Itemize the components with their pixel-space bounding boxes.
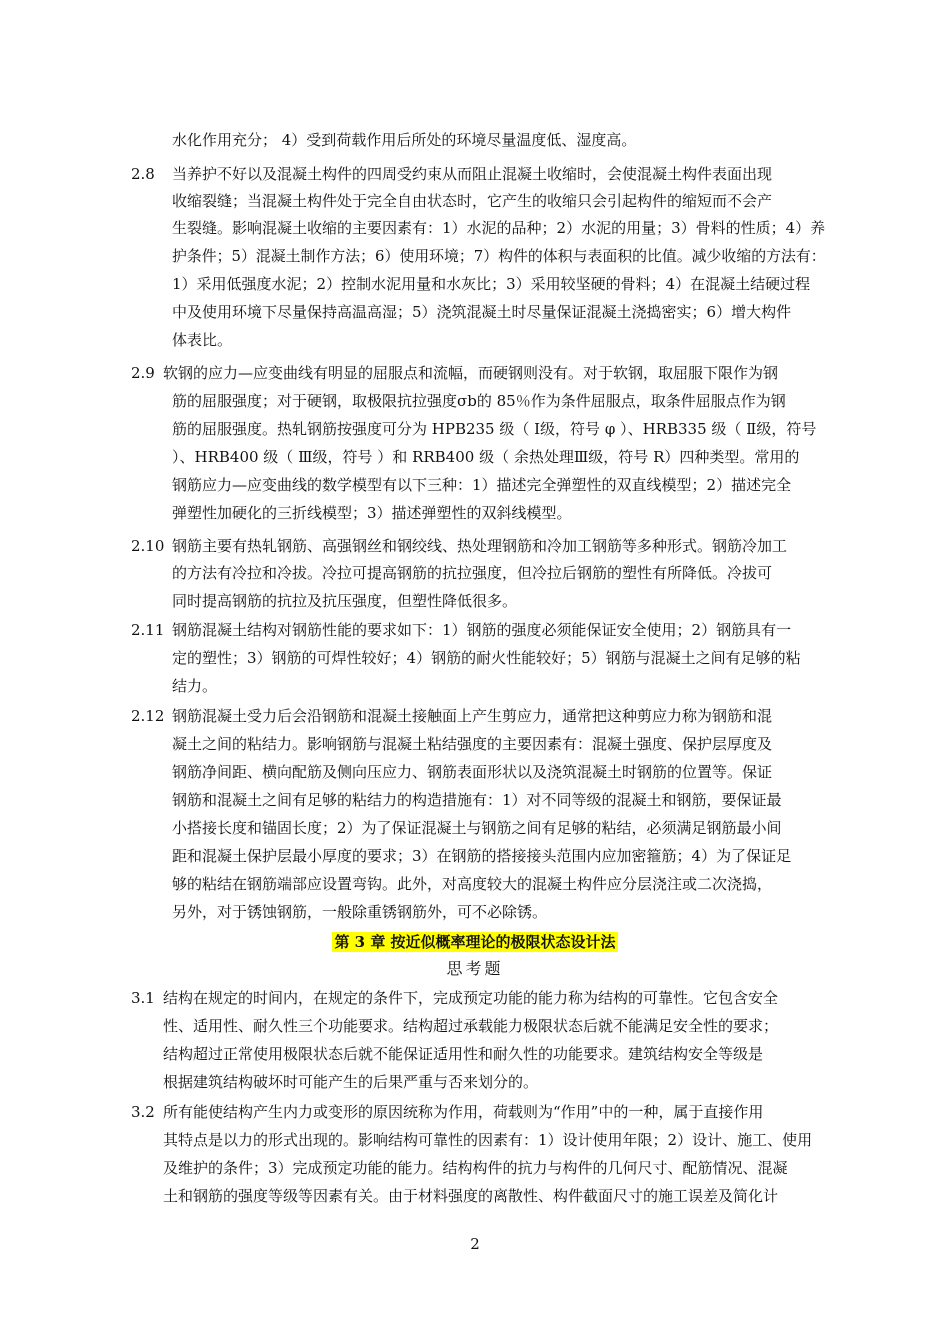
paragraph-line: 1）采用低强度水泥；2）控制水泥用量和水灰比；3）采用较坚硬的骨料；4）在混凝土结硬过程: [172, 275, 811, 293]
paragraph-line: 筋的屈服强度。热轧钢筋按强度可分为 HPB235 级（ Ⅰ级，符号 φ ）、HRB335 级（ Ⅱ级，符号: [172, 420, 817, 438]
paragraph-line: 钢筋和混凝土之间有足够的粘结力的构造措施有：1）对不同等级的混凝土和钢筋，要保证最: [172, 791, 782, 809]
paragraph-line: 定的塑性；3）钢筋的可焊性较好；4）钢筋的耐火性能较好；5）钢筋与混凝土之间有足够的粘: [172, 649, 801, 667]
paragraph-line: 当养护不好以及混凝土构件的四周受约束从而阻止混凝土收缩时，会使混凝土构件表面出现: [172, 165, 773, 183]
paragraph-line: 钢筋主要有热轧钢筋、高强钢丝和钢绞线、热处理钢筋和冷加工钢筋等多种形式。钢筋冷加工: [172, 537, 788, 555]
paragraph-line: 弹塑性加硬化的三折线模型；3）描述弹塑性的双斜线模型。: [172, 504, 572, 522]
item-number: 3.1: [131, 989, 155, 1007]
item-number: 2.12: [131, 707, 165, 725]
paragraph-line: 结构在规定的时间内，在规定的条件下，完成预定功能的能力称为结构的可靠性。它包含安全: [163, 989, 779, 1007]
paragraph-line: 凝土之间的粘结力。影响钢筋与混凝土粘结强度的主要因素有：混凝土强度、保护层厚度及: [172, 735, 773, 753]
paragraph-line: 及维护的条件；3）完成预定功能的能力。结构构件的抗力与构件的几何尺寸、配筋情况、混凝: [163, 1159, 788, 1177]
page-number: 2: [470, 1235, 480, 1253]
paragraph-line: 软钢的应力—应变曲线有明显的屈服点和流幅，而硬钢则没有。对于软钢，取屈服下限作为钢: [163, 364, 779, 382]
paragraph-line: 钢筋混凝土受力后会沿钢筋和混凝土接触面上产生剪应力，通常把这种剪应力称为钢筋和混: [172, 707, 773, 725]
paragraph-line: 小搭接长度和锚固长度；2）为了保证混凝土与钢筋之间有足够的粘结，必须满足钢筋最小间: [172, 819, 782, 837]
paragraph-line: 的方法有冷拉和冷拔。冷拉可提高钢筋的抗拉强度，但冷拉后钢筋的塑性有所降低。冷拔可: [172, 564, 773, 582]
section-subheading: 思考题: [446, 959, 504, 978]
paragraph-line: 结构超过正常使用极限状态后就不能保证适用性和耐久性的功能要求。建筑结构安全等级是: [163, 1045, 764, 1063]
paragraph-line: 钢筋应力—应变曲线的数学模型有以下三种：1）描述完全弹塑性的双直线模型；2）描述完全: [172, 476, 792, 494]
paragraph-line: 结力。: [172, 677, 218, 695]
paragraph-line: 体表比。: [172, 331, 233, 349]
paragraph-line: 另外，对于锈蚀钢筋，一般除重锈钢筋外，可不必除锈。: [172, 903, 548, 921]
item-number: 2.9: [131, 364, 155, 382]
paragraph-line: 所有能使结构产生内力或变形的原因统称为作用，荷载则为“作用”中的一种，属于直接作用: [163, 1103, 764, 1121]
paragraph-line: 收缩裂缝；当混凝土构件处于完全自由状态时，它产生的收缩只会引起构件的缩短而不会产: [172, 192, 773, 210]
chapter-title: 第 3 章 按近似概率理论的极限状态设计法: [334, 933, 616, 951]
paragraph-line: 根据建筑结构破坏时可能产生的后果严重与否来划分的。: [163, 1073, 539, 1091]
paragraph-line: 生裂缝。影响混凝土收缩的主要因素有：1）水泥的品种；2）水泥的用量；3）骨料的性质；4）养: [172, 219, 826, 237]
item-number: 2.8: [131, 165, 155, 183]
paragraph-line: 同时提高钢筋的抗拉及抗压强度，但塑性降低很多。: [172, 592, 518, 610]
paragraph-line: 钢筋混凝土结构对钢筋性能的要求如下：1）钢筋的强度必须能保证安全使用；2）钢筋具有一: [172, 621, 792, 639]
item-number: 2.10: [131, 537, 165, 555]
paragraph-line: 钢筋净间距、横向配筋及侧向压应力、钢筋表面形状以及浇筑混凝土时钢筋的位置等。保证: [172, 763, 773, 781]
item-number: 2.11: [131, 621, 165, 639]
paragraph-line: 中及使用环境下尽量保持高温高湿；5）浇筑混凝土时尽量保证混凝土浇捣密实；6）增大构件: [172, 303, 792, 321]
paragraph-line: 其特点是以力的形式出现的。影响结构可靠性的因素有：1）设计使用年限；2）设计、施工、使用: [163, 1131, 813, 1149]
paragraph-line: ）、HRB400 级（ Ⅲ级，符号 ）和 RRB400 级（ 余热处理Ⅲ级，符号 R）四种类型。常用的: [172, 448, 800, 466]
paragraph-line: 筋的屈服强度；对于硬钢，取极限抗拉强度σb的 85％作为条件屈服点，取条件屈服点作为钢: [172, 392, 786, 410]
paragraph-line: 土和钢筋的强度等级等因素有关。由于材料强度的离散性、构件截面尺寸的施工误差及简化计: [163, 1187, 779, 1205]
paragraph-line: 性、适用性、耐久性三个功能要求。结构超过承载能力极限状态后就不能满足安全性的要求；: [163, 1017, 779, 1035]
item-number: 3.2: [131, 1103, 155, 1121]
paragraph-line: 距和混凝土保护层最小厚度的要求；3）在钢筋的搭接接头范围内应加密箍筋；4）为了保证足: [172, 847, 792, 865]
chapter-heading-row: [0, 932, 950, 952]
paragraph-line: 护条件；5）混凝土制作方法；6）使用环境；7）构件的体积与表面积的比值。减少收缩的方法有：: [172, 247, 826, 265]
paragraph-line: 够的粘结在钢筋端部应设置弯钩。此外，对高度较大的混凝土构件应分层浇注或二次浇捣，: [172, 875, 773, 893]
paragraph-line: 水化作用充分； 4）受到荷载作用后所处的环境尽量温度低、湿度高。: [172, 131, 637, 149]
